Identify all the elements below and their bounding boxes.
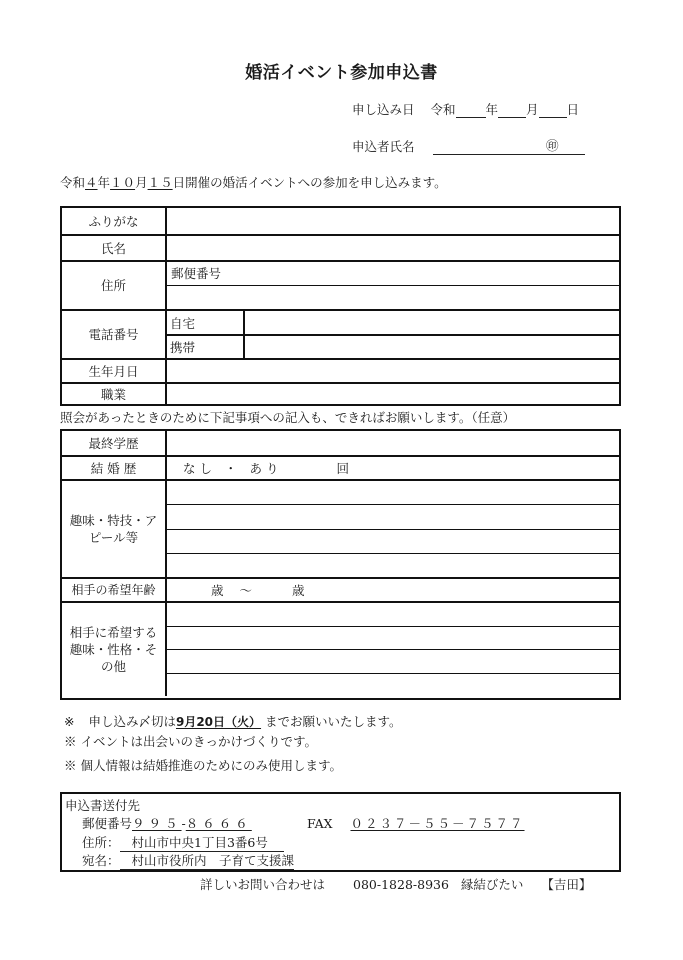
- hobbies-line-2[interactable]: [167, 504, 619, 528]
- intro-text: [60, 173, 447, 191]
- row-partner-wishes: [62, 601, 619, 696]
- application-date-label: 申し込み日: [352, 102, 415, 117]
- row-phone: [62, 309, 619, 358]
- month-field[interactable]: [498, 102, 526, 118]
- name-label: 氏名: [62, 236, 167, 260]
- address-field[interactable]: [167, 285, 619, 309]
- hobbies-line-4[interactable]: [167, 553, 619, 577]
- birthdate-field[interactable]: [167, 360, 619, 382]
- recipient: 村山市役所内 子育て支援課: [120, 851, 295, 870]
- row-partner-age: [62, 577, 619, 601]
- deadline-prefix: 申し込み〆切は: [88, 714, 176, 729]
- partner-wishes-line-4[interactable]: [167, 673, 619, 697]
- partner-age-label: 相手の希望年齢: [62, 579, 167, 601]
- application-date-line: [352, 100, 579, 118]
- note-mark: ※: [64, 758, 77, 773]
- age-tilde: 〜: [239, 583, 253, 598]
- era-label: 令和: [430, 102, 456, 117]
- applicant-name-label: 申込者氏名: [352, 139, 415, 154]
- day-field[interactable]: [539, 102, 567, 118]
- intro-day: １５: [147, 175, 173, 190]
- note-privacy: [64, 756, 342, 774]
- hobbies-label: 趣味・特技・アピール等: [62, 481, 167, 577]
- day-unit: 日: [566, 102, 580, 117]
- row-name: [62, 234, 619, 260]
- contact-phone: 080-1828-8936: [353, 877, 449, 892]
- deadline-suffix: までお願いいたします。: [265, 714, 402, 729]
- occupation-field[interactable]: [167, 384, 619, 404]
- partner-wishes-label: 相手に希望する趣味・性格・その他: [62, 603, 167, 696]
- applicant-name-line: [352, 137, 585, 155]
- partner-age-field[interactable]: [167, 579, 619, 601]
- row-occupation: [62, 382, 619, 404]
- intro-month: １０: [110, 175, 136, 190]
- contact-line: [200, 875, 591, 893]
- fax-label: FAX: [307, 816, 333, 831]
- send-recipient-line: [82, 851, 294, 870]
- contact-org: 縁結びたい: [460, 877, 524, 892]
- row-hobbies: [62, 479, 619, 577]
- note-deadline: [64, 712, 402, 730]
- row-education: [62, 431, 619, 455]
- send-fax-line: [307, 814, 525, 832]
- deadline-date: 9月20日（火）: [175, 715, 262, 729]
- row-marriage-history: [62, 455, 619, 479]
- intro-month-unit: 月: [135, 175, 148, 190]
- note-event-text: イベントは出会いのきっかけづくりです。: [80, 734, 318, 749]
- address-label: 住所: [62, 262, 167, 309]
- marriage-options[interactable]: な し ・ あ り: [183, 461, 279, 476]
- intro-prefix: 令和: [60, 175, 86, 190]
- intro-year-unit: 年: [97, 175, 111, 190]
- partner-wishes-line-3[interactable]: [167, 649, 619, 673]
- note-mark: ※: [64, 734, 77, 749]
- marriage-history-field[interactable]: [167, 457, 619, 479]
- education-label: 最終学歴: [62, 431, 167, 455]
- contact-label: 詳しいお問い合わせは: [200, 877, 326, 892]
- send-postal-line: [82, 814, 252, 832]
- month-unit: 月: [526, 102, 539, 117]
- intro-year: ４: [85, 175, 98, 190]
- send-postal-part1: ９９５: [132, 816, 182, 831]
- age-to-unit: 歳: [292, 583, 305, 598]
- name-field[interactable]: [167, 236, 619, 260]
- mobile-phone-row: [167, 334, 619, 358]
- send-postal-part2: ８６６６: [185, 816, 252, 831]
- optional-note: 照会があったときのために下記事項への記入も、できればお願いします。（任意）: [60, 410, 516, 425]
- recipient-label: 宛名：: [82, 853, 120, 868]
- row-furigana: [62, 208, 619, 234]
- note-mark: ※: [64, 714, 75, 729]
- send-to-heading: 申込書送付先: [65, 798, 141, 813]
- postal-code-label: 郵便番号: [171, 266, 222, 281]
- marriage-history-label: 結 婚 歴: [62, 457, 167, 479]
- send-address-label: 住所：: [82, 835, 120, 850]
- send-postal-dash: -: [181, 816, 186, 831]
- row-address: [62, 260, 619, 309]
- hobbies-line-1[interactable]: [167, 481, 619, 504]
- education-field[interactable]: [167, 431, 619, 455]
- home-phone-field[interactable]: [245, 311, 619, 334]
- contact-person: 【吉田】: [541, 877, 592, 892]
- phone-label: 電話番号: [62, 311, 167, 358]
- furigana-field[interactable]: [167, 208, 619, 234]
- intro-suffix: 日開催の婚活イベントへの参加を申し込みます。: [172, 175, 447, 190]
- home-phone-label: 自宅: [167, 311, 245, 334]
- hobbies-line-3[interactable]: [167, 529, 619, 553]
- send-address-line: [82, 833, 284, 852]
- mobile-phone-field[interactable]: [245, 336, 619, 358]
- row-birthdate: [62, 358, 619, 382]
- note-privacy-text: 個人情報は結婚推進のためにのみ使用します。: [80, 758, 343, 773]
- marriage-count-unit: 回: [336, 461, 349, 476]
- mobile-phone-label: 携帯: [167, 336, 245, 358]
- birthdate-label: 生年月日: [62, 360, 167, 382]
- basic-info-table: [60, 206, 621, 406]
- page-title: 婚活イベント参加申込書: [245, 63, 438, 83]
- send-to-box: [60, 792, 621, 872]
- note-event: [64, 732, 317, 750]
- fax-number: ０２３７－５５－７５７７: [350, 816, 525, 831]
- partner-wishes-line-2[interactable]: [167, 626, 619, 650]
- age-from-unit: 歳: [211, 583, 224, 598]
- furigana-label: ふりがな: [62, 208, 167, 234]
- occupation-label: 職業: [62, 384, 167, 404]
- seal-mark: ㊞: [545, 138, 559, 153]
- send-postal-label: 郵便番号: [82, 816, 133, 831]
- partner-wishes-line-1[interactable]: [167, 603, 619, 626]
- send-address: 村山市中央1丁目3番6号: [120, 833, 284, 852]
- year-field[interactable]: [456, 102, 486, 118]
- home-phone-row: [167, 311, 619, 334]
- postal-code-field[interactable]: [167, 262, 619, 285]
- optional-info-table: [60, 429, 621, 700]
- year-unit: 年: [485, 102, 499, 117]
- applicant-name-field[interactable]: [433, 139, 585, 155]
